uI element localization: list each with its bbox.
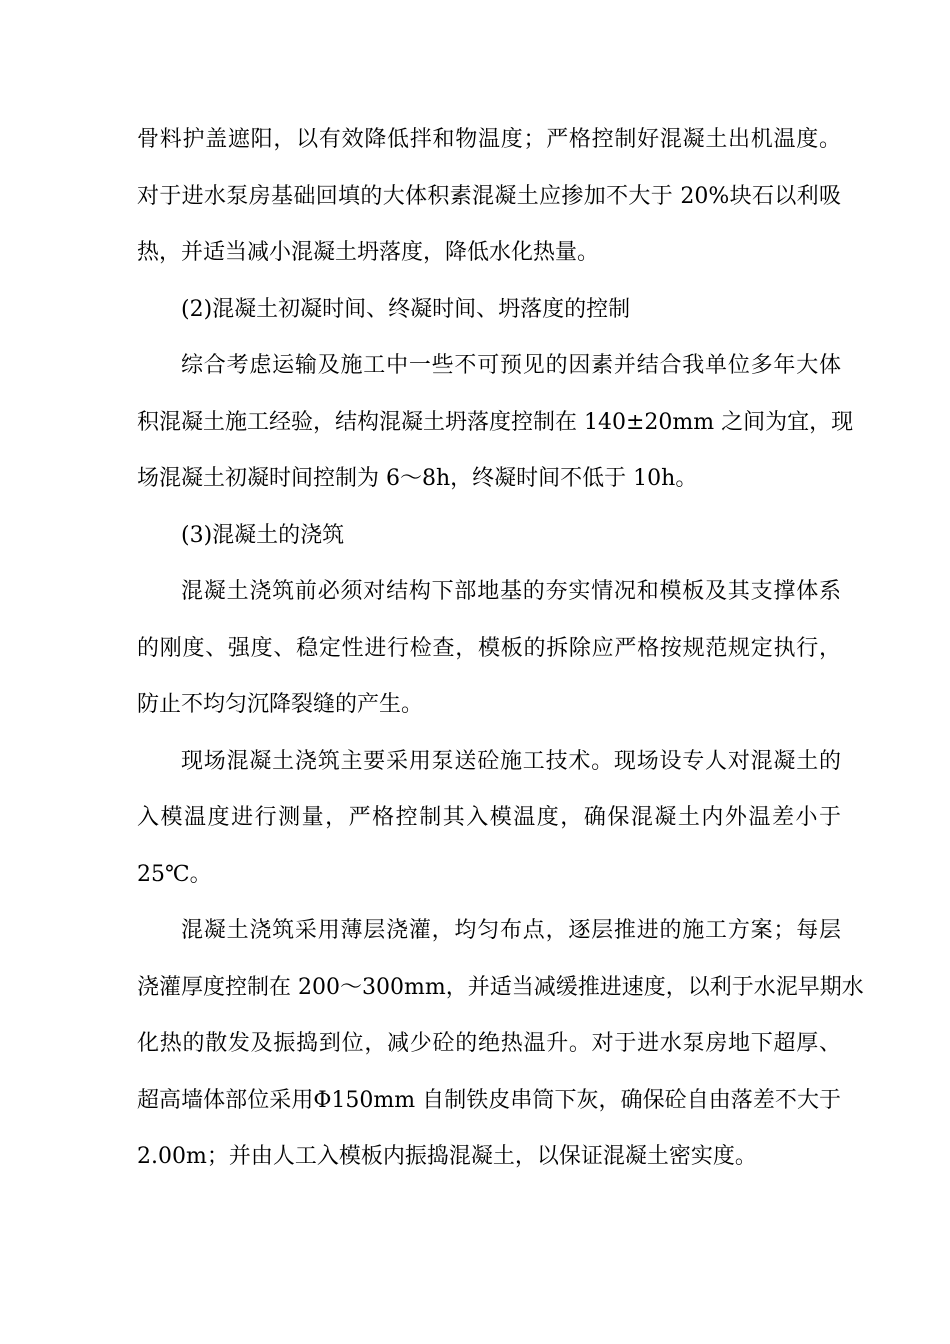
body-text-line: 超高墙体部位采用Φ150mm 自制铁皮串筒下灰，确保砼自由落差不大于 bbox=[137, 1088, 841, 1113]
body-text-line: 浇灌厚度控制在 200～300mm，并适当减缓推进速度，以利于水泥早期水 bbox=[137, 975, 864, 1000]
body-text-line: 混凝土浇筑前必须对结构下部地基的夯实情况和模板及其支撑体系 bbox=[181, 579, 841, 604]
body-text-line: 化热的散发及振捣到位，减少砼的绝热温升。对于进水泵房地下超厚、 bbox=[137, 1031, 841, 1056]
body-text-line: 防止不均匀沉降裂缝的产生。 bbox=[137, 692, 424, 717]
body-text-line: 的刚度、强度、稳定性进行检查，模板的拆除应严格按规范规定执行， bbox=[137, 636, 841, 661]
body-text-line: 热，并适当减小混凝土坍落度，降低水化热量。 bbox=[137, 240, 600, 265]
body-text-line: 骨料护盖遮阳，以有效降低拌和物温度；严格控制好混凝土出机温度。 bbox=[137, 127, 841, 152]
section-heading-3: (3)混凝土的浇筑 bbox=[181, 523, 345, 548]
body-text-line: 现场混凝土浇筑主要采用泵送砼施工技术。现场设专人对混凝土的 bbox=[181, 749, 841, 774]
body-text-line: 场混凝土初凝时间控制为 6～8h，终凝时间不低于 10h。 bbox=[137, 466, 698, 491]
body-text-line: 2.00m；并由人工入模板内振捣混凝土，以保证混凝土密实度。 bbox=[137, 1144, 757, 1169]
body-text-line: 综合考虑运输及施工中一些不可预见的因素并结合我单位多年大体 bbox=[181, 353, 841, 378]
section-heading-2: (2)混凝土初凝时间、终凝时间、坍落度的控制 bbox=[181, 297, 631, 322]
body-text-line: 25℃。 bbox=[137, 862, 212, 887]
body-text-line: 积混凝土施工经验，结构混凝土坍落度控制在 140±20mm 之间为宜，现 bbox=[137, 410, 854, 435]
body-text-line: 入模温度进行测量，严格控制其入模温度，确保混凝土内外温差小于 bbox=[137, 805, 841, 830]
body-text-line: 混凝土浇筑采用薄层浇灌，均匀布点，逐层推进的施工方案；每层 bbox=[181, 918, 841, 943]
body-text-line: 对于进水泵房基础回填的大体积素混凝土应掺加不大于 20%块石以利吸 bbox=[137, 184, 841, 209]
